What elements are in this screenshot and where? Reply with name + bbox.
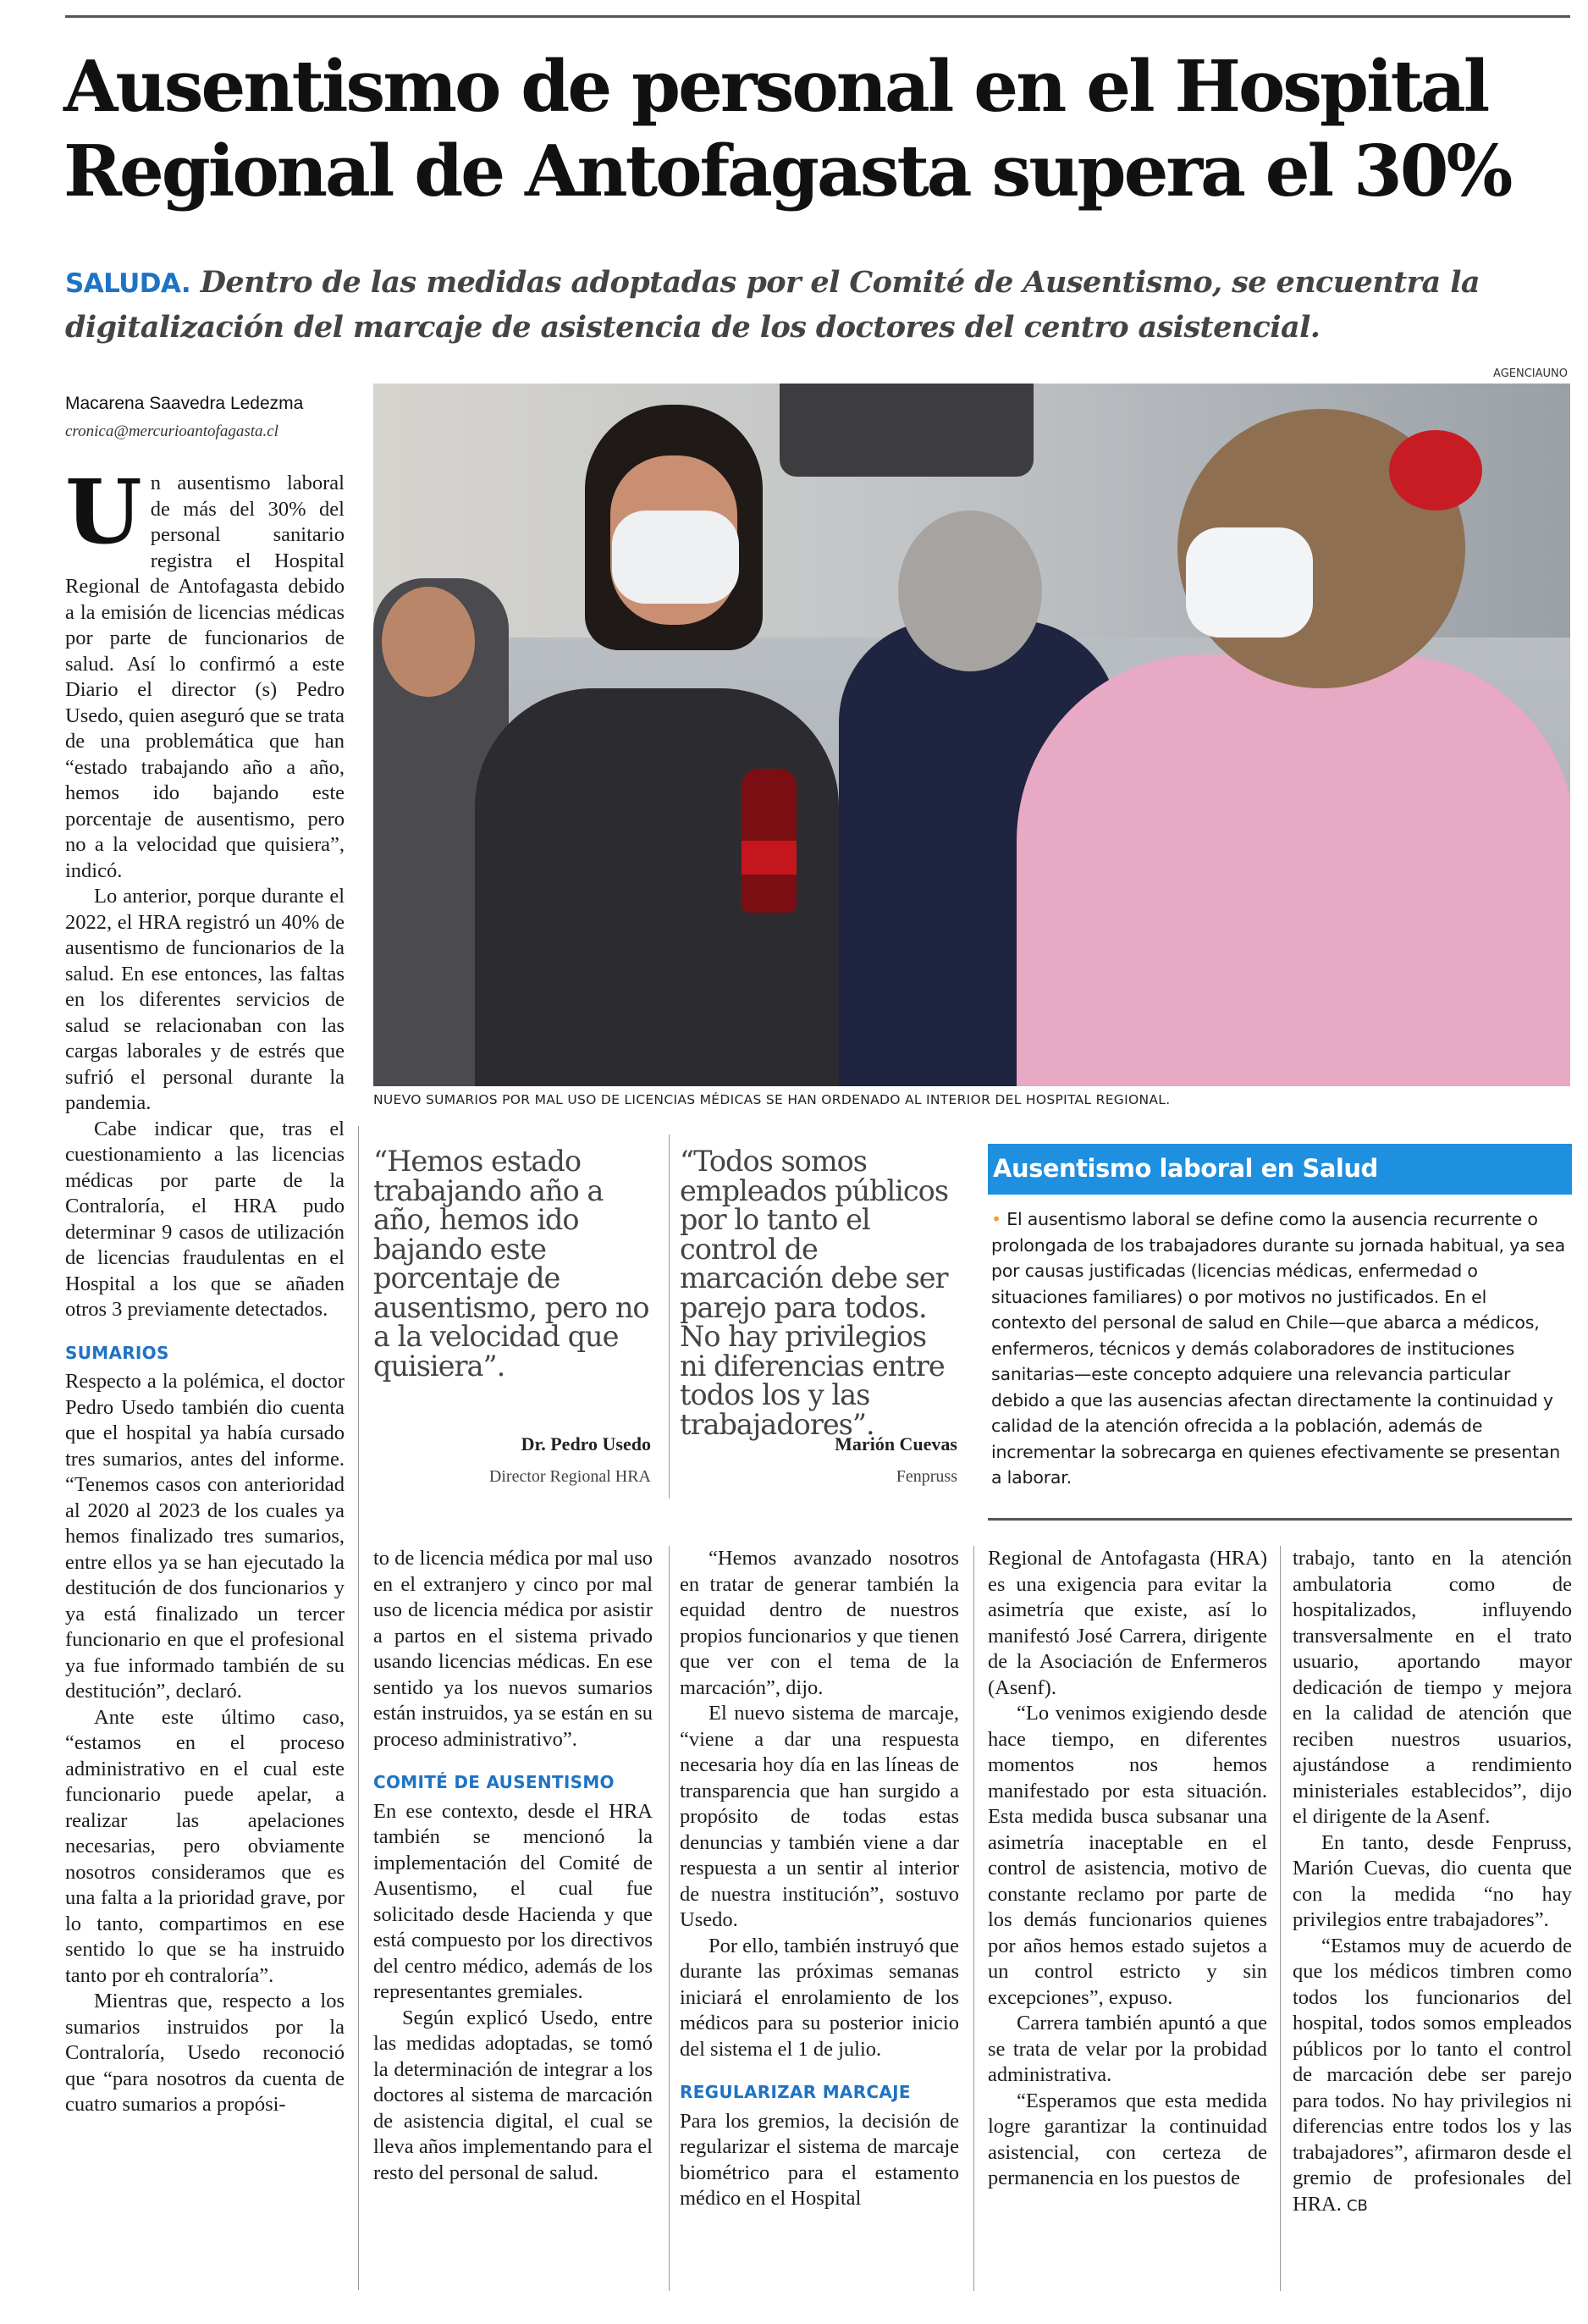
column-divider (669, 1134, 670, 1499)
dropcap: U (65, 460, 142, 564)
paragraph: En ese contexto, desde el HRA también se mencionó la implementación del Comité de Ausentismo, el cual fue solicitado desde Hacienda y que está compuesto por los directivos del centro médico, además de los representantes gremiales. (373, 1799, 653, 2003)
column-divider (669, 1546, 670, 2291)
lead-kicker: SALUDA. (65, 268, 191, 299)
paragraph: En tanto, desde Fenpruss, Marión Cuevas, dio cuenta que con la medida “no hay privilegios entre trabajadores”. (1293, 1830, 1572, 1931)
article-column-4 (988, 1546, 1267, 2192)
subheading-sumarios: SUMARIOS (65, 1342, 169, 1363)
author-email: cronica@mercurioantofagasta.cl (65, 422, 278, 440)
paragraph: “Estamos muy de acuerdo de que los médicos timbren como todos los funcionarios del hospital, todos somos empleados públicos por lo tanto el control de marcación debe ser parejo para todos. No hay privilegios ni diferencias entre todos los y las trabajadores”, afirmaron desde el gremio de profesionales del HRA. CB (1293, 1934, 1572, 2216)
sidebar-box-body: • El ausentismo laboral se define como la ausencia recurrente o prolongada de los trabajadores durante su jornada habitual, ya sea por causas justificadas (licencias médicas, enfermedad o situaciones familiares) o por motivos no justificados. En el contexto del personal de salud en Chile—que abarca a médicos, enfermeros, técnicos y demás colaboradores de instituciones sanitarias—este concepto adquiere una relevancia particular debido a que las ausencias afectan directamente la continuidad y calidad de la atención ofrecida a la población, además de incrementar la sobrecarga en quienes efectivamente se presentan a laborar. (991, 1209, 1565, 1488)
paragraph: Por ello, también instruyó que durante las próximas semanas iniciará el enrolamiento de los médicos para su posterior inicio del sistema el 1 de julio. (680, 1934, 959, 2061)
top-rule (65, 15, 1570, 18)
paragraph: “Esperamos que esta medida logre garantizar la continuidad asistencial, con certeza de permanencia en los puestos de (988, 2089, 1267, 2189)
paragraph: Según explicó Usedo, entre las medidas adoptadas, se tomó la determinación de integrar a los doctores al sistema de marcación de asistencia digital, el cual se lleva años implementando para el resto del personal de salud. (373, 2006, 653, 2184)
lead-text: Dentro de las medidas adoptadas por el Comité de Ausentismo, se encuentra la digitalización del marcaje de asistencia de los doctores del centro asistencial. (65, 265, 1480, 345)
paragraph: Regional de Antofagasta (HRA) es una exigencia para evitar la asimetría que existe, así lo manifestó José Carrera, dirigente de la Asociación de Enfermeros (Asenf). (988, 1547, 1267, 1699)
sidebar-box (988, 1144, 1572, 1521)
article-column-1 (65, 460, 345, 2118)
paragraph: “Hemos avanzado nosotros en tratar de generar también la equidad dentro de nuestros propios funcionarios y que tienen que ver con el tema de la marcación”, dijo. (680, 1547, 959, 1699)
lead (65, 261, 1572, 349)
quote-name: Marión Cuevas (835, 1433, 957, 1455)
subheading-regularizar: REGULARIZAR MARCAJE (680, 2082, 911, 2102)
column-divider (358, 1126, 359, 2290)
article-photo (373, 384, 1570, 1086)
quote-role: Director Regional HRA (488, 1467, 651, 1486)
author-block (65, 394, 353, 441)
paragraph: “Lo venimos exigiendo desde hace tiempo, en diferentes momentos nos hemos manifestado por esta situación. Esta medida busca subsanar una asimetría inaceptable en el control de asistencia, motivo de constante reclamo por parte de los demás funcionarios quienes por años hemos estado sujetos a un control estricto y sin excepciones”, expuso. (988, 1702, 1267, 2009)
pull-quote-2: “Todos somos empleados públicos por lo tanto el control de marcación debe ser parejo para todos. No hay privilegios ni diferencias entre todos los y las trabajadores”. (680, 1145, 949, 1441)
photo-credit: AGENCIAUNO (1493, 367, 1568, 380)
paragraph: Mientras que, respecto a los sumarios instruidos por la Contraloría, Usedo reconoció que “para nosotros da cuenta de cuatro sumarios a propósi- (65, 1990, 345, 2116)
subheading-comite: COMITÉ DE AUSENTISMO (373, 1772, 615, 1792)
bullet-icon: • (991, 1209, 1001, 1229)
column-divider (1280, 1546, 1281, 2291)
pull-quote-2-attribution (680, 1433, 957, 1487)
paragraph: Un ausentismo laboral de más del 30% del personal sanitario registra el Hospital Regional de Antofagasta debido a la emisión de licencias médicas por parte de funcionarios de salud. Así lo confirmó a este Diario el director (s) Pedro Usedo, quien aseguró que se trata de una problemática que han “estado trabajando año a año, hemos ido bajando este porcentaje de ausentismo, pero no a la velocidad que quisiera”, indicó. (65, 460, 345, 882)
paragraph: trabajo, tanto en la atención ambulatoria como de hospitalizados, influyendo transversalmente en el trato usuario, aportando mayor dedicación de tiempo y mejora en la calidad de atención que reciben nuestros usuarios, ajustándose a rendimiento ministeriales establecidos”, dijo el dirigente de la Asenf. (1293, 1547, 1572, 1828)
sidebar-box-rule (988, 1518, 1572, 1521)
end-mark-icon: CB (1346, 2196, 1368, 2215)
paragraph: to de licencia médica por mal uso en el extranjero y cinco por mal uso de licencia médica por asistir a partos en el sistema privado usando licencias médicas. En ese sentido ya los nuevos sumarios están instruidos, ya se están en su proceso administrativo”. (373, 1547, 653, 1751)
headline: Ausentismo de personal en el Hospital Regional de Antofagasta supera el 30% (63, 45, 1511, 213)
paragraph: El nuevo sistema de marcaje, “viene a dar una respuesta necesaria hoy día en las líneas de transparencia que han surgido a propósito de todas estas denuncias y también viene a dar respuesta a un sentir al interior de nuestra institución”, sostuvo Usedo. (680, 1702, 959, 1931)
photo-caption: NUEVO SUMARIOS POR MAL USO DE LICENCIAS MÉDICAS SE HAN ORDENADO AL INTERIOR DEL HOSPITAL REGIONAL. (373, 1092, 1171, 1107)
pull-quote-1: “Hemos estado trabajando año a año, hemos ido bajando este porcentaje de ausentismo, pero no a la velocidad que quisiera”. (373, 1145, 649, 1383)
pull-quote-1-attribution (373, 1433, 651, 1487)
paragraph: Lo anterior, porque durante el 2022, el HRA registró un 40% de ausentismo de funcionarios de la salud. En ese entonces, las faltas en los diferentes servicios de salud se relacionaban con las cargas laborales y de estrés que sufrió el personal durante la pandemia. (65, 885, 345, 1114)
quote-name: Dr. Pedro Usedo (521, 1433, 651, 1455)
author-name: Macarena Saavedra Ledezma (65, 394, 304, 413)
article-column-3 (680, 1546, 959, 2212)
article-column-2 (373, 1546, 653, 2186)
paragraph: Carrera también apuntó a que se trata de velar por la probidad administrativa. (988, 2012, 1267, 2086)
article-column-5 (1293, 1546, 1572, 2219)
quote-role: Fenpruss (896, 1467, 957, 1486)
paragraph: Para los gremios, la decisión de regularizar el sistema de marcaje biométrico para el estamento médico en el Hospital (680, 2109, 959, 2210)
paragraph: Cabe indicar que, tras el cuestionamiento a las licencias médicas por parte de la Contraloría, el HRA pudo determinar 9 casos de utilización de licencias fraudulentas en el Hospital a los que se añaden otros 3 previamente detectados. (65, 1117, 345, 1321)
paragraph: Ante este último caso, “estamos en el proceso administrativo en el cual este funcionario puede apelar, a realizar las apelaciones necesarias, pero obviamente nosotros consideramos que es una falta a la prioridad grave, por lo tanto, compartimos en ese sentido lo que se ha instruido tanto por eh contraloría”. (65, 1705, 345, 1987)
sidebar-box-title: Ausentismo laboral en Salud (988, 1144, 1572, 1195)
paragraph: Respecto a la polémica, el doctor Pedro Usedo también dio cuenta que el hospital ya había cursado tres sumarios, antes del informe. “Tenemos casos con anterioridad al 2020 al 2023 de los cuales ya hemos finalizado tres sumarios, entre ellos ya se han ejecutado la destitución de dos funcionarios y ya está finalizado un tercer funcionario en que el profesional ya fue informado también de su destitución”, declaró. (65, 1370, 345, 1703)
column-divider (973, 1546, 974, 2291)
